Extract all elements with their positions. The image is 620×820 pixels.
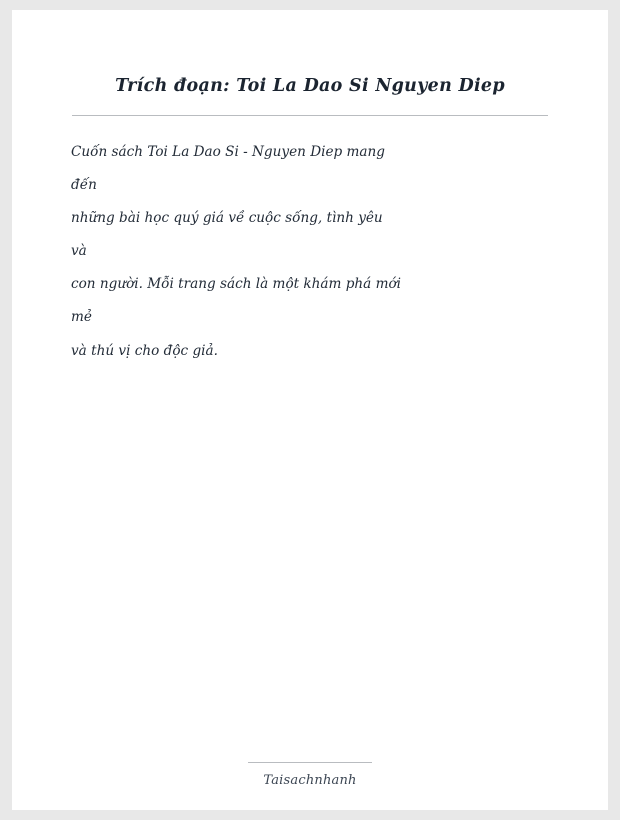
body-line: và thú vị cho độc giả. [71, 342, 218, 359]
body-line: đến [71, 177, 97, 194]
body-line: con người. Mỗi trang sách là một khám phá mới [71, 276, 402, 293]
title-divider [72, 115, 548, 116]
footer-divider [248, 762, 372, 763]
body-line: Cuốn sách Toi La Dao Si - Nguyen Diep mang [71, 144, 385, 160]
page-title: Trích đoạn: Toi La Dao Si Nguyen Diep [115, 76, 505, 96]
body-line: và [71, 243, 87, 260]
body-line: mẻ [71, 309, 92, 326]
page-footer [12, 762, 608, 788]
document-page [12, 10, 608, 810]
page-content [12, 10, 608, 810]
body-line: những bài học quý giá về cuộc sống, tình yêu [71, 210, 383, 227]
document-body [60, 146, 560, 358]
footer-brand: Taisachnhanh [263, 773, 357, 788]
